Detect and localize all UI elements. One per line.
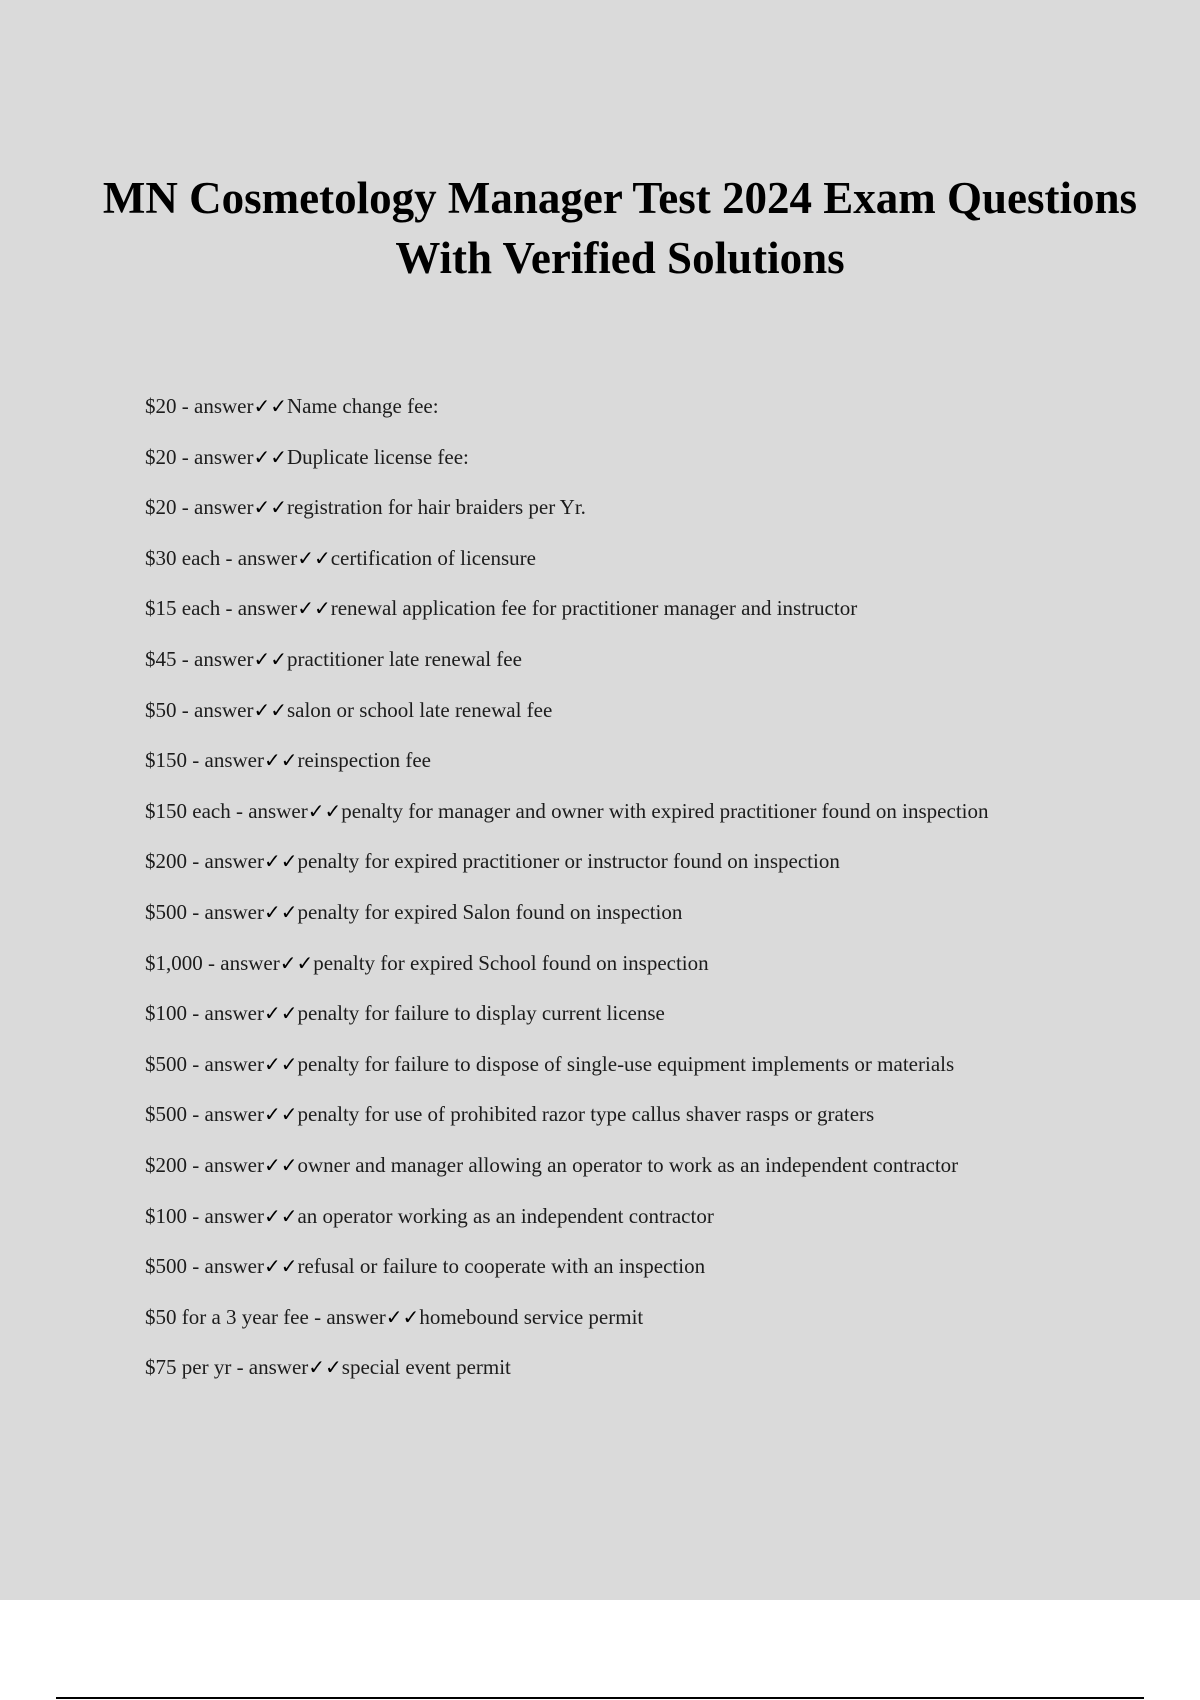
double-check-icon: ✓✓ [263, 899, 298, 924]
question-text: penalty for expired Salon found on inspection [297, 899, 683, 924]
qa-item [145, 694, 1095, 726]
answer-value: $500 [145, 1102, 187, 1127]
question-text: penalty for expired practitioner or instructor found on inspection [297, 849, 840, 874]
answer-value: $200 [145, 849, 187, 874]
double-check-icon: ✓✓ [263, 1152, 298, 1177]
answer-value: $15 each [145, 596, 221, 621]
double-check-icon: ✓✓ [263, 748, 298, 773]
answer-separator: - answer [187, 849, 264, 874]
qa-list [145, 390, 1095, 1402]
qa-item [145, 997, 1095, 1029]
double-check-icon: ✓✓ [297, 596, 331, 621]
question-text: reinspection fee [297, 748, 432, 773]
qa-item [145, 542, 1095, 574]
question-text: practitioner late renewal fee [286, 646, 522, 671]
answer-separator: - answer [187, 1254, 264, 1279]
answer-separator: - answer [187, 748, 264, 773]
answer-value: $45 [145, 646, 177, 671]
question-text: refusal or failure to cooperate with an inspection [297, 1254, 706, 1279]
qa-item [145, 441, 1095, 473]
qa-item [145, 491, 1095, 523]
question-text: penalty for failure to dispose of single-use equipment implements or materials [297, 1051, 955, 1076]
answer-separator: - answer [220, 596, 298, 621]
qa-item [145, 947, 1095, 979]
question-text: special event permit [341, 1355, 511, 1380]
qa-item [145, 744, 1095, 776]
question-text: homebound service permit [419, 1304, 644, 1329]
double-check-icon: ✓✓ [253, 444, 287, 469]
answer-value: $50 [145, 697, 177, 722]
qa-item [145, 896, 1095, 928]
qa-item [145, 1098, 1095, 1130]
qa-item [145, 795, 1095, 827]
double-check-icon: ✓✓ [263, 1203, 298, 1228]
answer-value: $150 [145, 748, 187, 773]
double-check-icon: ✓✓ [253, 495, 287, 520]
double-check-icon: ✓✓ [253, 646, 287, 671]
double-check-icon: ✓✓ [385, 1304, 420, 1329]
answer-separator: - answer [220, 545, 298, 570]
answer-separator: - answer [187, 1051, 264, 1076]
answer-separator: - answer [176, 646, 254, 671]
question-text: salon or school late renewal fee [286, 697, 553, 722]
question-text: penalty for manager and owner with expired practitioner found on inspection [341, 798, 989, 823]
answer-separator: - answer [176, 444, 254, 469]
double-check-icon: ✓✓ [263, 1254, 298, 1279]
answer-separator: - answer [187, 1102, 264, 1127]
question-text: Name change fee: [286, 394, 439, 418]
question-text: owner and manager allowing an operator to work as an independent contractor [297, 1152, 959, 1177]
question-text: Duplicate license fee: [286, 444, 469, 469]
double-check-icon: ✓✓ [263, 1001, 298, 1026]
double-check-icon: ✓✓ [253, 394, 287, 418]
question-text: penalty for use of prohibited razor type callus shaver rasps or graters [297, 1102, 875, 1127]
answer-value: $75 per yr [145, 1355, 232, 1380]
double-check-icon: ✓✓ [308, 1355, 342, 1380]
answer-value: $20 [145, 444, 177, 469]
answer-value: $20 [145, 394, 177, 418]
answer-value: $150 each [145, 798, 231, 823]
answer-separator: - answer [176, 697, 254, 722]
answer-separator: - answer [230, 798, 308, 823]
question-text: penalty for expired School found on inspection [313, 950, 709, 975]
answer-value: $20 [145, 495, 177, 520]
qa-item [145, 592, 1095, 624]
question-text: registration for hair braiders per Yr. [286, 495, 586, 520]
document-title: MN Cosmetology Manager Test 2024 Exam Questions With Verified Solutions [102, 173, 1138, 283]
qa-item [145, 1149, 1095, 1181]
answer-value: $500 [145, 1254, 187, 1279]
answer-separator: - answer [176, 495, 254, 520]
qa-item [145, 1048, 1095, 1080]
qa-item [145, 643, 1095, 675]
qa-item [145, 390, 1095, 422]
answer-separator: - answer [176, 394, 254, 418]
answer-value: $100 [145, 1203, 187, 1228]
qa-item [145, 1301, 1095, 1333]
answer-separator: - answer [231, 1355, 309, 1380]
qa-item [145, 1250, 1095, 1282]
answer-separator: - answer [308, 1304, 386, 1329]
qa-item [145, 1200, 1095, 1232]
answer-separator: - answer [187, 899, 264, 924]
answer-separator: - answer [202, 950, 280, 975]
double-check-icon: ✓✓ [263, 849, 298, 874]
answer-value: $500 [145, 1051, 187, 1076]
answer-value: $1,000 [145, 950, 203, 975]
double-check-icon: ✓✓ [263, 1102, 298, 1127]
double-check-icon: ✓✓ [297, 545, 331, 570]
page-divider [56, 1697, 1144, 1699]
question-text: an operator working as an independent contractor [297, 1203, 714, 1228]
double-check-icon: ✓✓ [253, 697, 287, 722]
answer-value: $200 [145, 1152, 187, 1177]
question-text: penalty for failure to display current license [297, 1001, 665, 1026]
answer-value: $30 each [145, 545, 221, 570]
answer-value: $500 [145, 899, 187, 924]
answer-separator: - answer [187, 1001, 264, 1026]
question-text: certification of licensure [330, 545, 536, 570]
qa-item [145, 1351, 1095, 1383]
double-check-icon: ✓✓ [307, 798, 342, 823]
answer-value: $50 for a 3 year fee [145, 1304, 309, 1329]
answer-separator: - answer [187, 1152, 264, 1177]
double-check-icon: ✓✓ [279, 950, 314, 975]
answer-value: $100 [145, 1001, 187, 1026]
answer-separator: - answer [187, 1203, 264, 1228]
question-text: renewal application fee for practitioner manager and instructor [330, 596, 858, 621]
qa-item [145, 845, 1095, 877]
double-check-icon: ✓✓ [263, 1051, 298, 1076]
